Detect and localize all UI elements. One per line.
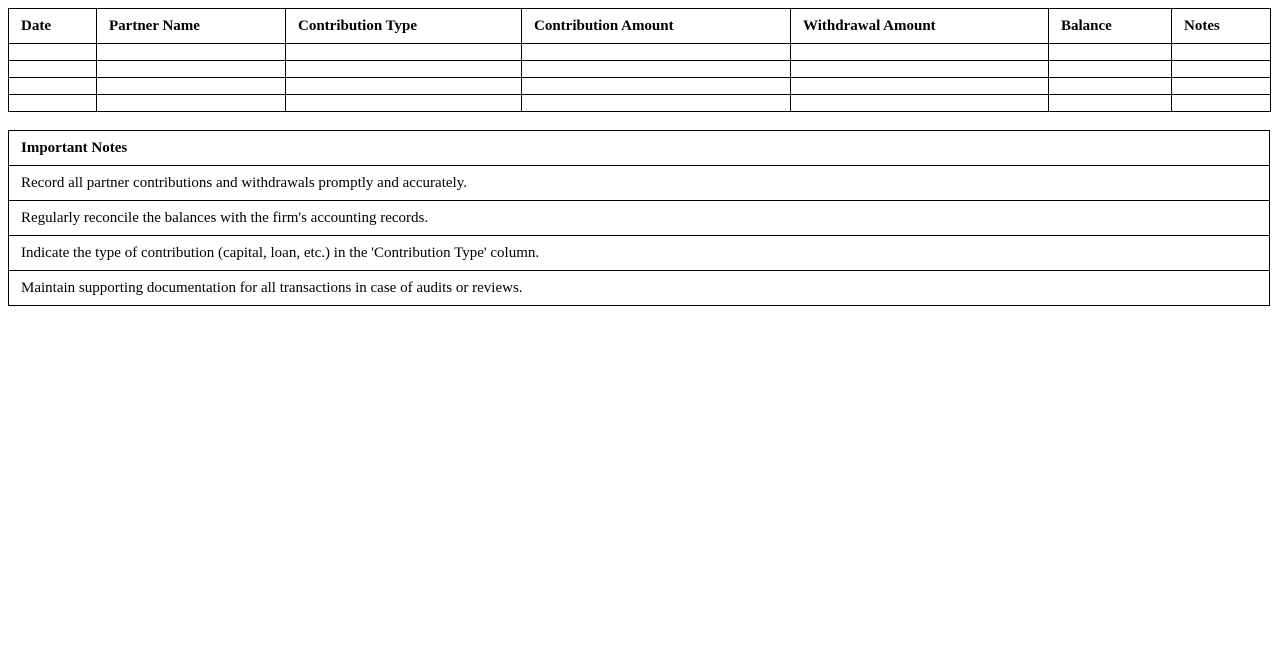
cell-withdrawal-amount[interactable] bbox=[791, 61, 1049, 78]
cell-contribution-type[interactable] bbox=[286, 78, 522, 95]
partner-ledger-table bbox=[8, 8, 1271, 112]
cell-contribution-amount[interactable] bbox=[522, 95, 791, 112]
note-item: Record all partner contributions and withdrawals promptly and accurately. bbox=[9, 166, 1270, 201]
cell-partner-name[interactable] bbox=[97, 44, 286, 61]
cell-notes[interactable] bbox=[1172, 95, 1271, 112]
cell-partner-name[interactable] bbox=[97, 95, 286, 112]
note-item: Regularly reconcile the balances with the firm's accounting records. bbox=[9, 201, 1270, 236]
column-header-date: Date bbox=[9, 9, 97, 44]
notes-heading: Important Notes bbox=[9, 131, 1270, 166]
column-header-withdrawal-amount: Withdrawal Amount bbox=[791, 9, 1049, 44]
cell-contribution-amount[interactable] bbox=[522, 61, 791, 78]
note-row bbox=[9, 271, 1270, 306]
cell-balance[interactable] bbox=[1049, 44, 1172, 61]
table-row bbox=[9, 95, 1271, 112]
column-header-balance: Balance bbox=[1049, 9, 1172, 44]
cell-contribution-amount[interactable] bbox=[522, 44, 791, 61]
table-row bbox=[9, 78, 1271, 95]
note-row bbox=[9, 236, 1270, 271]
note-item: Maintain supporting documentation for all transactions in case of audits or reviews. bbox=[9, 271, 1270, 306]
cell-partner-name[interactable] bbox=[97, 61, 286, 78]
cell-notes[interactable] bbox=[1172, 78, 1271, 95]
ledger-header-row bbox=[9, 9, 1271, 44]
cell-date[interactable] bbox=[9, 61, 97, 78]
cell-balance[interactable] bbox=[1049, 61, 1172, 78]
cell-partner-name[interactable] bbox=[97, 78, 286, 95]
column-header-contribution-amount: Contribution Amount bbox=[522, 9, 791, 44]
cell-contribution-type[interactable] bbox=[286, 61, 522, 78]
cell-balance[interactable] bbox=[1049, 78, 1172, 95]
cell-contribution-amount[interactable] bbox=[522, 78, 791, 95]
cell-contribution-type[interactable] bbox=[286, 44, 522, 61]
cell-date[interactable] bbox=[9, 78, 97, 95]
cell-date[interactable] bbox=[9, 95, 97, 112]
cell-date[interactable] bbox=[9, 44, 97, 61]
note-row bbox=[9, 166, 1270, 201]
cell-notes[interactable] bbox=[1172, 61, 1271, 78]
column-header-contribution-type: Contribution Type bbox=[286, 9, 522, 44]
cell-withdrawal-amount[interactable] bbox=[791, 78, 1049, 95]
important-notes-table bbox=[8, 130, 1270, 306]
cell-balance[interactable] bbox=[1049, 95, 1172, 112]
cell-withdrawal-amount[interactable] bbox=[791, 95, 1049, 112]
column-header-partner-name: Partner Name bbox=[97, 9, 286, 44]
column-header-notes: Notes bbox=[1172, 9, 1271, 44]
note-row bbox=[9, 201, 1270, 236]
table-row bbox=[9, 44, 1271, 61]
table-row bbox=[9, 61, 1271, 78]
cell-contribution-type[interactable] bbox=[286, 95, 522, 112]
cell-withdrawal-amount[interactable] bbox=[791, 44, 1049, 61]
note-item: Indicate the type of contribution (capital, loan, etc.) in the 'Contribution Type' column. bbox=[9, 236, 1270, 271]
cell-notes[interactable] bbox=[1172, 44, 1271, 61]
notes-heading-row bbox=[9, 131, 1270, 166]
